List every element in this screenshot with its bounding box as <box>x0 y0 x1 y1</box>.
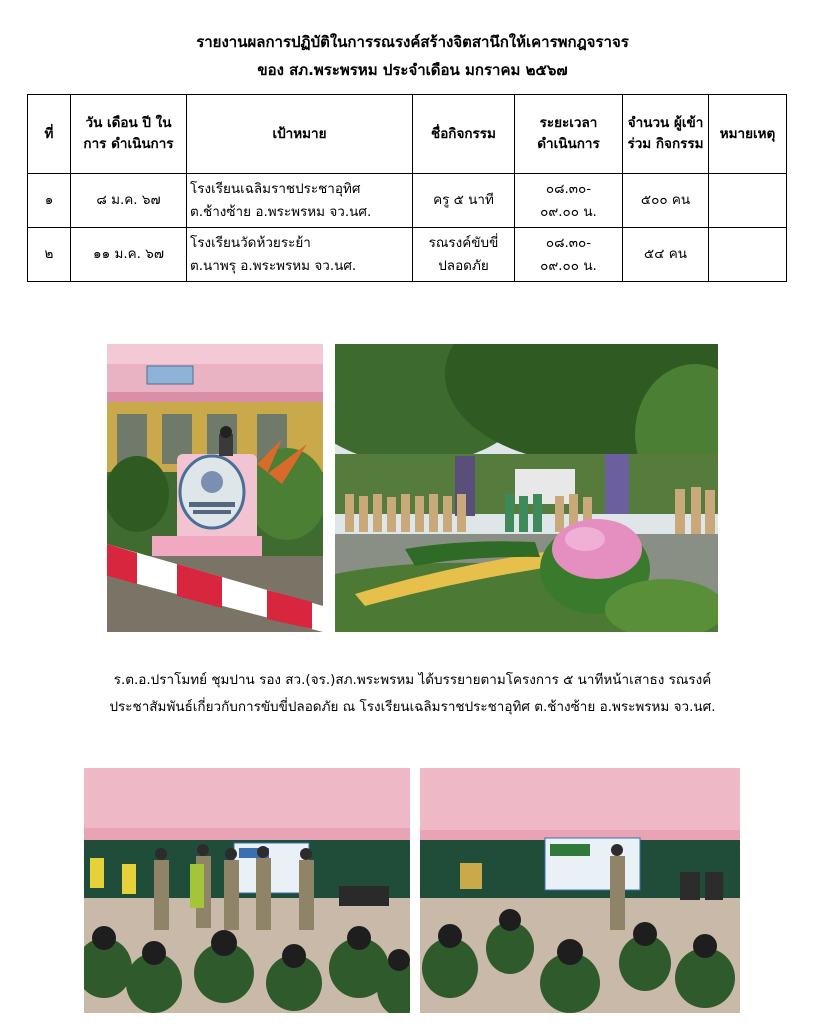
header-activity: ชื่อกิจกรรม <box>413 95 515 174</box>
row-duration-line1: ๐๘.๓๐- <box>545 180 592 197</box>
report-title-line1: รายงานผลการปฏิบัติในการรณรงค์สร้างจิตสานึกให้เคารพกฎจราจร <box>196 33 629 51</box>
row-target-line2: ต.ช้างซ้าย อ.พระพรหม จว.นศ. <box>190 203 372 220</box>
header-no: ที่ <box>28 95 71 174</box>
row-activity-line1: รณรงค์ขับขี่ <box>428 234 499 251</box>
photo-caption-line1: ร.ต.อ.ปราโมทย์ ชุมปาน รอง สว.(จร.)สภ.พระพรหม ได้บรรยายตามโครงการ ๕ นาทีหน้าเสาธง รณรงค์ <box>113 672 712 688</box>
report-table <box>27 94 787 282</box>
row-target <box>187 174 413 228</box>
photo-officer-lecture-graphic <box>420 768 740 1013</box>
photo-officers-with-students <box>84 768 410 1013</box>
header-target: เป้าหมาย <box>187 95 413 174</box>
row-duration-line2: ๐๙.๐๐ น. <box>540 203 597 220</box>
row-activity-line1: ครู ๕ นาที <box>433 192 494 208</box>
row-no: ๑ <box>28 174 71 228</box>
photo-officer-lecture <box>420 768 740 1013</box>
photo-students-assembly-graphic <box>335 344 718 632</box>
photo-school-entrance-graphic <box>107 344 323 632</box>
row-activity <box>413 174 515 228</box>
row-target-line1: โรงเรียนวัดห้วยระย้า <box>190 234 311 251</box>
row-activity-line2: ปลอดภัย <box>438 257 489 274</box>
row-duration <box>515 228 623 282</box>
report-title-line2: ของ สภ.พระพรหม ประจำเดือน มกราคม ๒๕๖๗ <box>257 61 568 79</box>
header-duration: ระยะเวลา ดำเนินการ <box>515 95 623 174</box>
table-row <box>28 174 787 228</box>
row-remark <box>709 174 787 228</box>
row-date: ๑๑ ม.ค. ๖๗ <box>71 228 187 282</box>
photo-caption-line2: ประชาสัมพันธ์เกี่ยวกับการขับขี่ปลอดภัย ณ โรงเรียนเฉลิมราชประชาอุทิศ ต.ช้างซ้าย อ.พระพรหม จว.นศ. <box>109 699 716 715</box>
photo-students-assembly <box>335 344 718 632</box>
header-participants: จำนวน ผู้เข้าร่วม กิจกรรม <box>623 95 709 174</box>
row-no: ๒ <box>28 228 71 282</box>
row-target-line2: ต.นาพรุ อ.พระพรหม จว.นศ. <box>190 257 357 274</box>
row-target-line1: โรงเรียนเฉลิมราชประชาอุทิศ <box>190 180 361 197</box>
header-date: วัน เดือน ปี ในการ ดำเนินการ <box>71 95 187 174</box>
row-duration-line2: ๐๙.๐๐ น. <box>540 257 597 274</box>
photo-school-entrance <box>107 344 323 632</box>
row-remark <box>709 228 787 282</box>
row-date: ๘ ม.ค. ๖๗ <box>71 174 187 228</box>
row-participants: ๕๐๐ คน <box>623 174 709 228</box>
photo-officers-with-students-graphic <box>84 768 410 1013</box>
row-duration-line1: ๐๘.๓๐- <box>545 234 592 251</box>
table-header-row <box>28 95 787 174</box>
table-row <box>28 228 787 282</box>
row-participants: ๕๔ คน <box>623 228 709 282</box>
row-duration <box>515 174 623 228</box>
row-activity <box>413 228 515 282</box>
row-target <box>187 228 413 282</box>
header-remark: หมายเหตุ <box>709 95 787 174</box>
